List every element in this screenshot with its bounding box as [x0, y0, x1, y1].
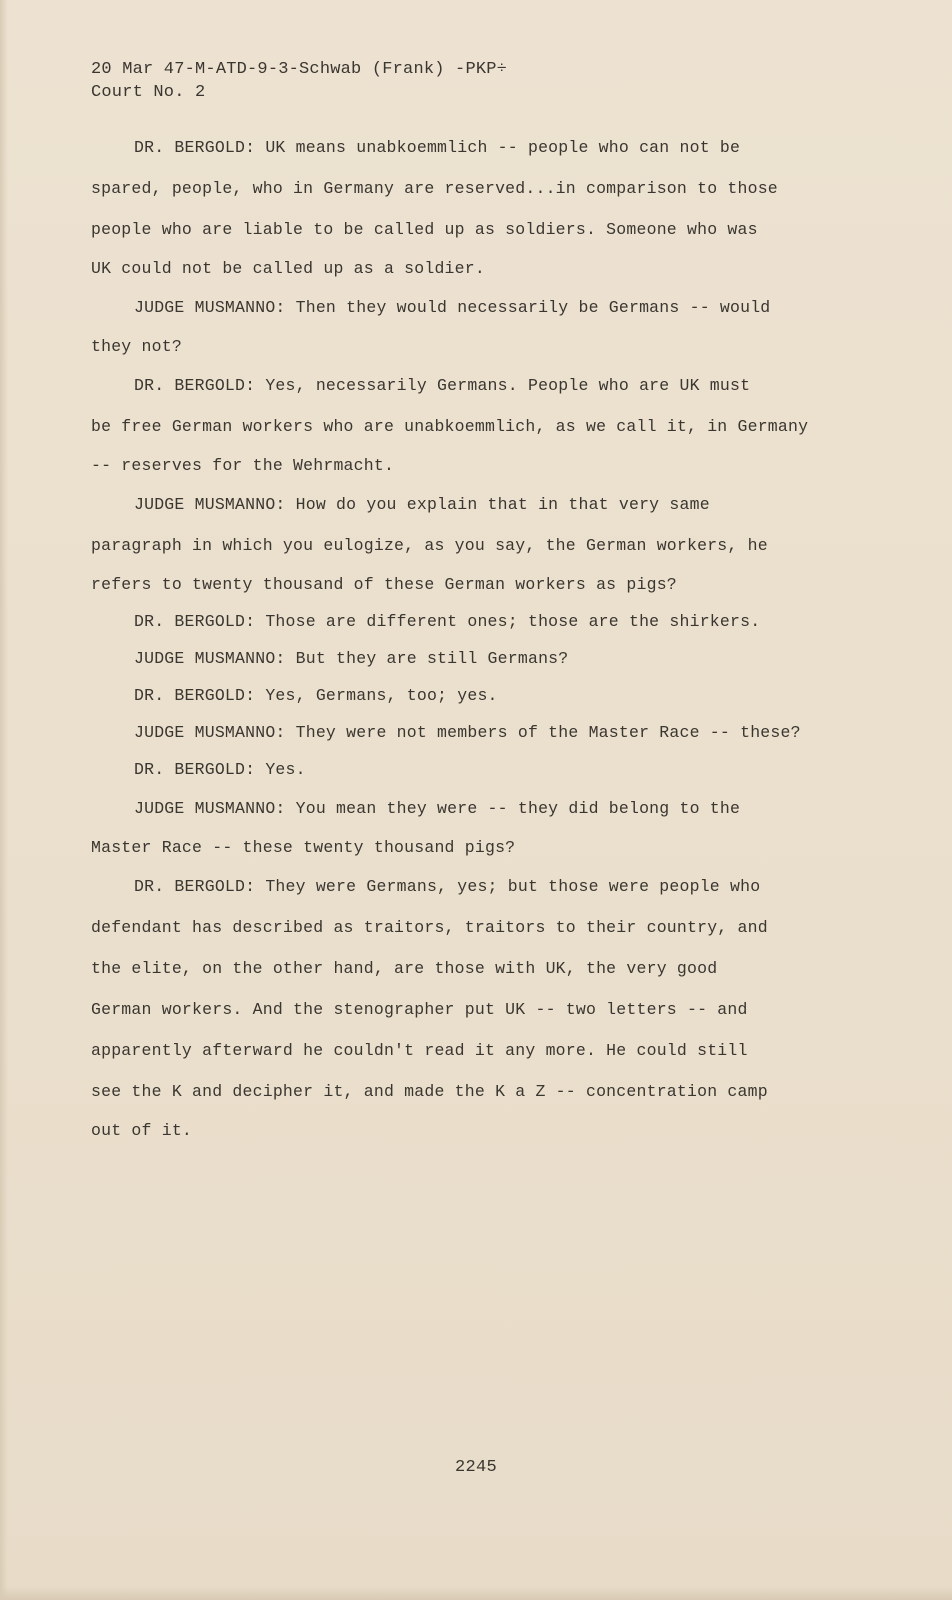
transcript-body [91, 127, 831, 1149]
page-bottom-shadow [0, 1586, 952, 1600]
continuation-line: apparently afterward he couldn't read it any more. He could still [91, 1041, 748, 1060]
transcript-paragraph [91, 603, 831, 640]
transcript-paragraph [91, 287, 831, 365]
continuation-line: Master Race -- these twenty thousand pigs? [91, 838, 516, 857]
transcript-paragraph [91, 677, 831, 714]
transcript-paragraph [91, 365, 831, 484]
continuation-line: German workers. And the stenographer put UK -- two letters -- and [91, 1000, 748, 1019]
continuation-line: out of it. [91, 1121, 193, 1140]
speaker-line: JUDGE MUSMANNO: You mean they were -- they did belong to the [134, 799, 741, 818]
continuation-line: defendant has described as traitors, traitors to their country, and [91, 918, 768, 937]
speaker-line: JUDGE MUSMANNO: But they are still Germans? [134, 649, 569, 668]
transcript-paragraph [91, 714, 831, 751]
continuation-line: paragraph in which you eulogize, as you say, the German workers, he [91, 536, 768, 555]
continuation-line: -- reserves for the Wehrmacht. [91, 456, 395, 475]
continuation-line: UK could not be called up as a soldier. [91, 259, 485, 278]
continuation-line: people who are liable to be called up as soldiers. Someone who was [91, 220, 758, 239]
transcript-paragraph [91, 127, 831, 287]
speaker-line: JUDGE MUSMANNO: They were not members of the Master Race -- these? [134, 723, 801, 742]
page-number: 2245 [454, 1458, 497, 1477]
speaker-line: JUDGE MUSMANNO: Then they would necessarily be Germans -- would [134, 298, 771, 317]
continuation-line: spared, people, who in Germany are reserved...in comparison to those [91, 179, 778, 198]
speaker-line: DR. BERGOLD: Yes, Germans, too; yes. [134, 686, 498, 705]
speaker-line: DR. BERGOLD: Yes, necessarily Germans. People who are UK must [134, 376, 751, 395]
continuation-line: be free German workers who are unabkoemmlich, as we call it, in Germany [91, 417, 809, 436]
speaker-line: DR. BERGOLD: Yes. [134, 760, 306, 779]
continuation-line: refers to twenty thousand of these German workers as pigs? [91, 575, 677, 594]
transcript-paragraph [91, 484, 831, 603]
speaker-line: DR. BERGOLD: UK means unabkoemmlich -- people who can not be [134, 138, 741, 157]
transcript-paragraph [91, 751, 831, 788]
continuation-line: the elite, on the other hand, are those with UK, the very good [91, 959, 718, 978]
header-reference-line: 20 Mar 47-M-ATD-9-3-Schwab (Frank) -PKP÷ [91, 60, 508, 79]
header-court-line: Court No. 2 [91, 83, 206, 102]
speaker-line: DR. BERGOLD: They were Germans, yes; but those were people who [134, 877, 761, 896]
transcript-paragraph [91, 788, 831, 866]
speaker-line: DR. BERGOLD: Those are different ones; those are the shirkers. [134, 612, 761, 631]
speaker-line: JUDGE MUSMANNO: How do you explain that in that very same [134, 495, 710, 514]
transcript-paragraph [91, 640, 831, 677]
continuation-line: see the K and decipher it, and made the K a Z -- concentration camp [91, 1082, 768, 1101]
page-edge-shadow [0, 0, 8, 1600]
document-header [91, 58, 507, 104]
continuation-line: they not? [91, 337, 182, 356]
transcript-paragraph [91, 866, 831, 1149]
